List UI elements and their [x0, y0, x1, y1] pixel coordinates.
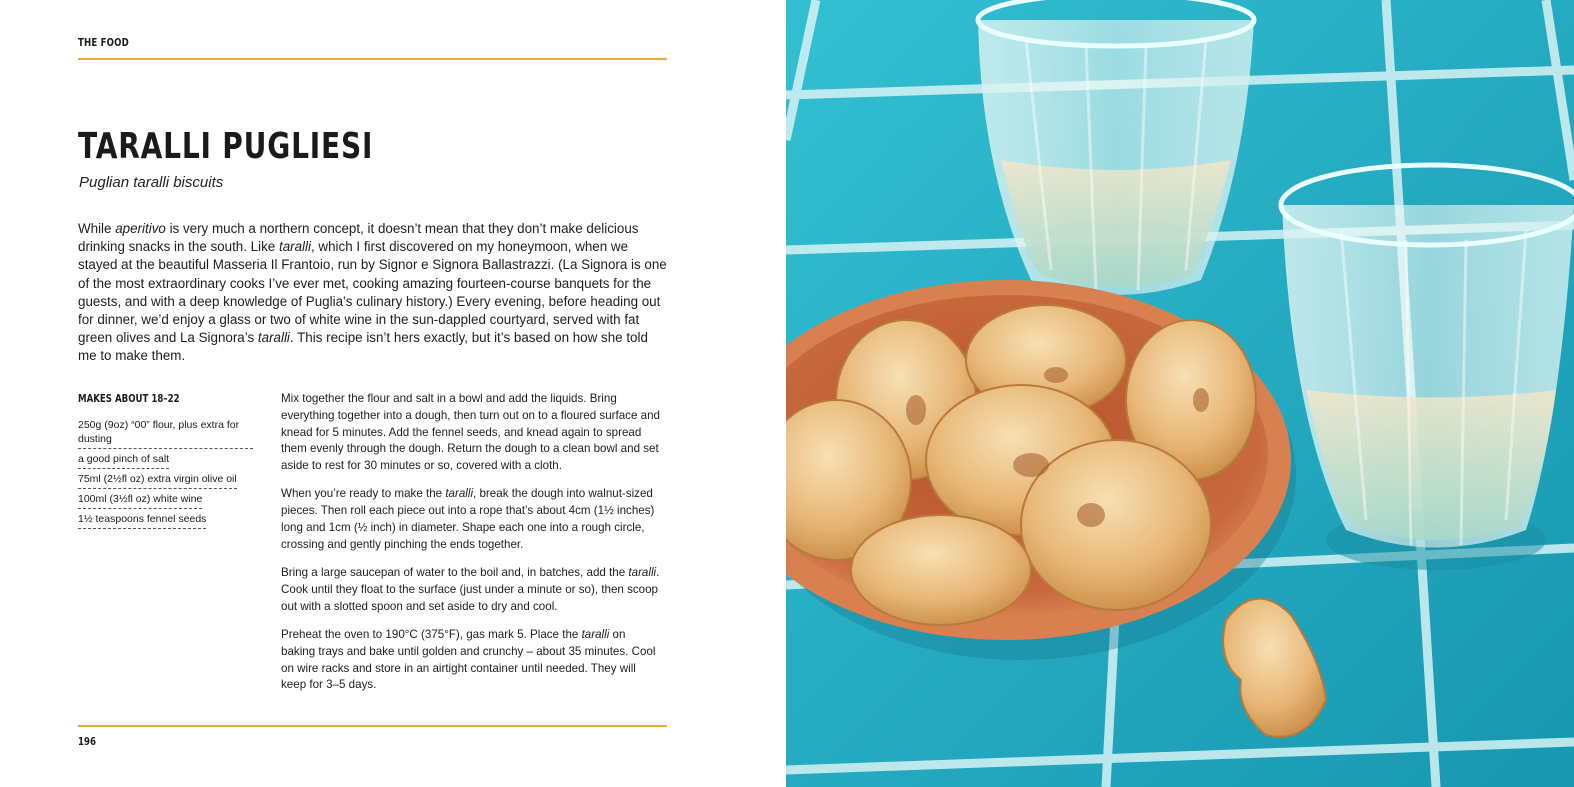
text-run: . This recipe isn’t hers exactly, but it’s based on how she told me to make them. [78, 330, 648, 364]
method-step [281, 391, 661, 475]
text-run: , which I first discovered on my honeymoon, when we stayed at the beautiful Masseria Il Frantoio, run by Signor e Signora Ballastrazzi. (La Signora is one of the most extraordinary cooks I’ve ever met, cooking amazing fourteen-course banquets for the guests, and with a deep knowledge of Puglia’s culinary history.) Every evening, before heading out for dinner, we’d enjoy a glass or two of white wine in the sun-dappled courtyard, served with fat green olives and La Signora’s [78, 239, 667, 346]
text-run: , break the dough into walnut-sized pieces. Then roll each piece out into a rope that’s about 4cm (1½ inches) long and 1cm (½ inch) in diameter. Shape each one into a rough circle, crossing and gently pinching the ends together. [281, 487, 655, 551]
italic-term: taralli [628, 566, 657, 580]
italic-term: aperitivo [115, 221, 166, 236]
method-steps [281, 391, 661, 706]
recipe-photo [786, 0, 1574, 787]
bottom-rule [78, 725, 667, 727]
text-run: Preheat the oven to 190°C (375°F), gas mark 5. Place the [281, 628, 582, 642]
ingredient-item: a good pinch of salt [78, 452, 169, 469]
text-run: on baking trays and bake until golden and crunchy – about 35 minutes. Cool on wire racks and store in an airtight container until needed. They will keep for 3–5 days. [281, 628, 656, 692]
ingredient-item: 100ml (3½fl oz) white wine [78, 492, 202, 509]
recipe-intro [78, 220, 668, 366]
italic-term: taralli [278, 239, 311, 255]
recipe-title: TARALLI PUGLIESI [78, 126, 374, 167]
text-run: Mix together the flour and salt in a bowl and add the liquids. Bring everything together into a dough, then turn out on to a floured surface and knead for 5 minutes. Add the fennel seeds, and knead again to spread them evenly through the dough. Return the dough to a clean bowl and set aside to rest for 30 minutes or so, covered with a cloth. [281, 392, 660, 473]
method-step [281, 486, 661, 553]
italic-term: taralli [257, 330, 290, 346]
top-rule [78, 58, 667, 60]
text-run: When you’re ready to make the [281, 487, 446, 501]
recipe-subtitle: Puglian taralli biscuits [79, 174, 224, 191]
intro-paragraph [78, 220, 668, 366]
recipe-yield: MAKES ABOUT 18–22 [78, 393, 180, 405]
italic-term: taralli [445, 487, 474, 501]
taralli-photo-illustration [786, 0, 1574, 787]
ingredient-list [78, 418, 253, 532]
method-step [281, 565, 661, 615]
ingredient-item: 75ml (2½fl oz) extra virgin olive oil [78, 472, 237, 489]
section-label: THE FOOD [78, 37, 129, 49]
italic-term: taralli [581, 628, 610, 642]
left-page [0, 0, 786, 787]
text-run: Bring a large saucepan of water to the boil and, in batches, add the [281, 566, 629, 580]
page-number: 196 [78, 736, 96, 748]
text-run: . Cook until they float to the surface (just under a minute or so), then scoop out with a slotted spoon and set aside to dry and cool. [281, 566, 660, 613]
text-run: is very much a northern concept, it doesn’t mean that they don’t make delicious drinking snacks in the south. Like [78, 221, 639, 255]
ingredient-item: 1½ teaspoons fennel seeds [78, 512, 206, 529]
method-step [281, 627, 661, 694]
text-run: While [78, 221, 116, 236]
ingredient-item: 250g (9oz) “00” flour, plus extra for dusting [78, 418, 253, 449]
